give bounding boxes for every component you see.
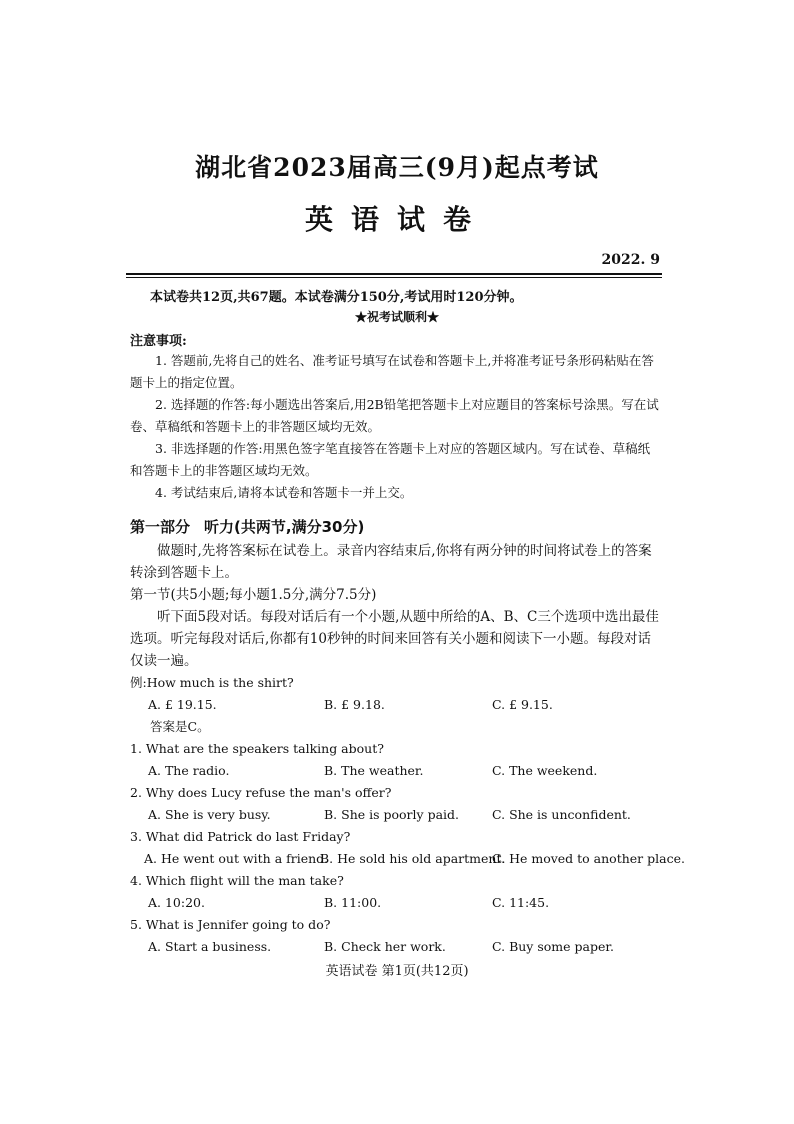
- option-b: B. 11:00.: [324, 895, 382, 910]
- question-options: [130, 936, 670, 958]
- header-divider-thin: [126, 277, 662, 278]
- question-item: 3. What did Patrick do last Friday?: [130, 829, 351, 844]
- notes-heading: 注意事项:: [130, 334, 187, 349]
- question-options: [130, 848, 685, 870]
- note-item: 2. 选择题的作答:每小题选出答案后,用2B铅笔把答题卡上对应题目的答案标号涂黑。写在试卷、草稿纸和答题卡上的非答题区域均无效。: [130, 397, 659, 434]
- part1-instruction: 做题时,先将答案标在试卷上。录音内容结束后,你将有两分钟的时间将试卷上的答案转涂到答题卡上。: [130, 543, 652, 581]
- option-c: C. He moved to another place.: [492, 851, 685, 866]
- question-options: [130, 760, 670, 782]
- note-item: 1. 答题前,先将自己的姓名、准考证号填写在试卷和答题卡上,并将准考证号条形码粘贴在答题卡上的指定位置。: [130, 353, 654, 390]
- good-luck-line: ★祝考试顺利★: [354, 310, 439, 324]
- example-options: [130, 694, 670, 716]
- option-c: C. 11:45.: [492, 895, 550, 910]
- option-c: C. £ 9.15.: [492, 697, 553, 712]
- part1-title: 听力(共两节,满分30分): [204, 518, 365, 536]
- option-b: B. He sold his old apartment.: [320, 851, 506, 866]
- question-item: 4. Which flight will the man take?: [130, 873, 344, 888]
- option-b: B. Check her work.: [324, 939, 446, 954]
- option-c: C. The weekend.: [492, 763, 598, 778]
- option-a: A. He went out with a friend.: [144, 851, 329, 866]
- question-item: 5. What is Jennifer going to do?: [130, 917, 331, 932]
- section1-heading: 第一节(共5小题;每小题1.5分,满分7.5分): [130, 587, 377, 603]
- question-list: [130, 672, 685, 958]
- section1-instruction: 听下面5段对话。每段对话后有一个小题,从题中所给的A、B、C三个选项中选出最佳选项。听完每段对话后,你都有10秒钟的时间来回答有关小题和阅读下一小题。每段对话仅读一遍。: [130, 609, 659, 669]
- note-item: 4. 考试结束后,请将本试卷和答题卡一并上交。: [155, 485, 413, 500]
- example-answer: 答案是C。: [150, 719, 210, 734]
- exam-title: 湖北省2023届高三(9月)起点考试: [195, 153, 599, 182]
- part1-label: 第一部分: [130, 518, 191, 536]
- exam-date: 2022. 9: [601, 252, 660, 268]
- option-a: A. £ 19.15.: [148, 697, 217, 712]
- option-a: A. Start a business.: [148, 939, 272, 954]
- question-options: [130, 892, 670, 914]
- question-item: 2. Why does Lucy refuse the man's offer?: [130, 785, 392, 800]
- header-divider-thick: [126, 273, 662, 275]
- option-c: C. Buy some paper.: [492, 939, 614, 954]
- page-footer: 英语试卷 第1页(共12页): [325, 964, 469, 979]
- option-a: A. The radio.: [148, 763, 230, 778]
- option-a: A. She is very busy.: [148, 807, 271, 822]
- option-b: B. The weather.: [324, 763, 424, 778]
- part1-body: [130, 540, 660, 672]
- question-item: 1. What are the speakers talking about?: [130, 741, 384, 756]
- option-c: C. She is unconfident.: [492, 807, 631, 822]
- exam-subtitle: 英语试卷: [304, 203, 489, 236]
- exam-intro: 本试卷共12页,共67题。本试卷满分150分,考试用时120分钟。: [150, 290, 523, 305]
- example-question: 例:How much is the shirt?: [130, 675, 294, 690]
- notes-list: [130, 350, 660, 504]
- option-a: A. 10:20.: [148, 895, 205, 910]
- option-b: B. She is poorly paid.: [324, 807, 459, 822]
- option-b: B. £ 9.18.: [324, 697, 385, 712]
- note-item: 3. 非选择题的作答:用黑色签字笔直接答在答题卡上对应的答题区域内。写在试卷、草稿纸和答题卡上的非答题区域均无效。: [130, 441, 651, 478]
- question-options: [130, 804, 670, 826]
- part1-heading: [130, 516, 364, 537]
